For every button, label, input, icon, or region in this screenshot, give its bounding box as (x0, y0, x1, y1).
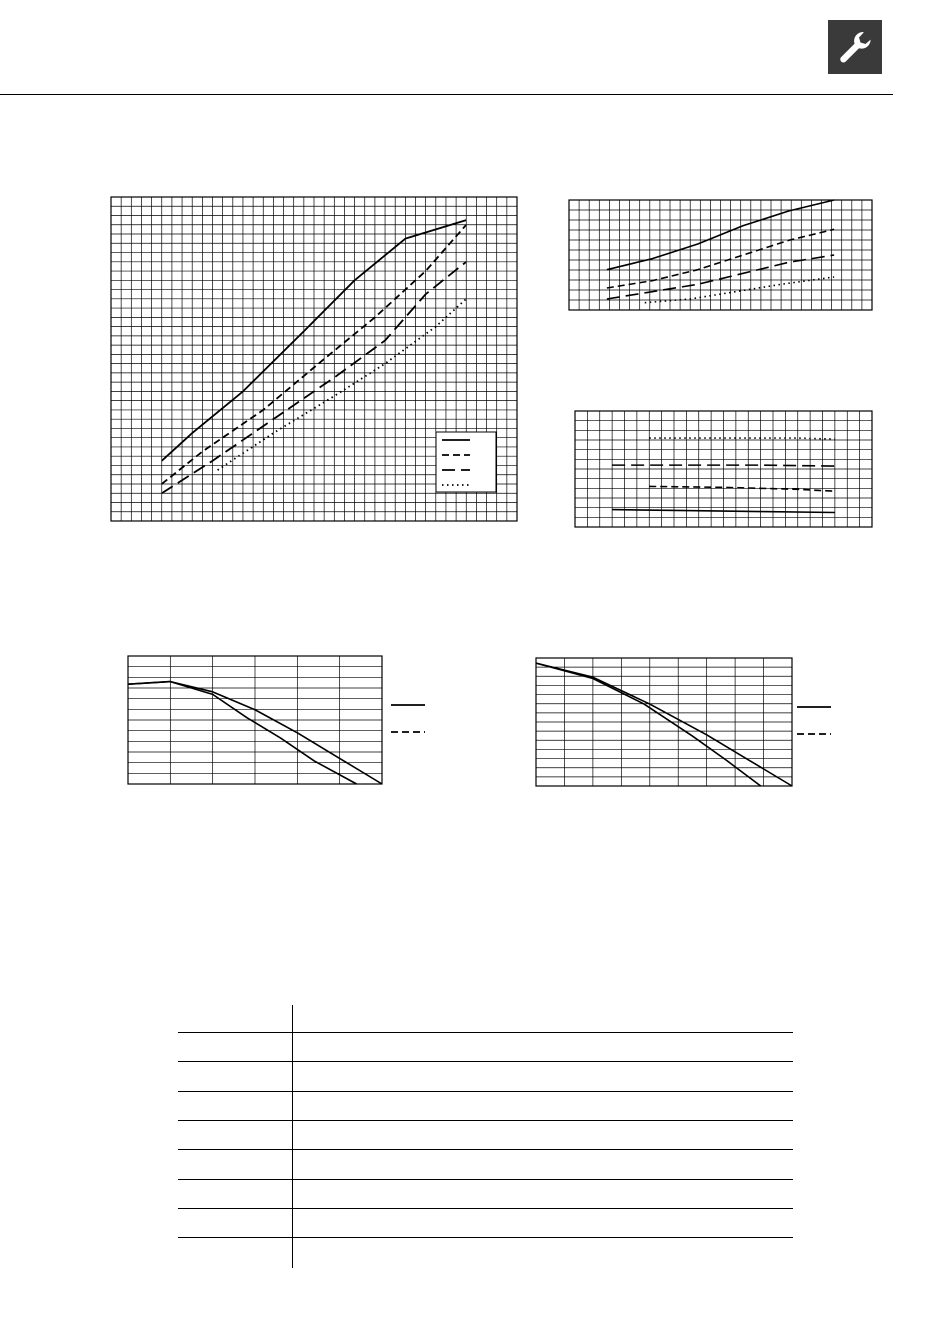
table-row (178, 1179, 793, 1180)
bottom-left-chart (127, 655, 427, 787)
top-right-chart (568, 199, 873, 310)
table-row (178, 1120, 793, 1121)
series-line-2 (128, 682, 357, 784)
series-line-4 (218, 299, 467, 470)
legend-box (436, 432, 496, 492)
bottom-right-chart (535, 657, 835, 788)
table-row (178, 1208, 793, 1209)
series-line-3 (649, 486, 835, 491)
series-line-1 (649, 438, 835, 439)
table-divider (292, 1005, 293, 1268)
table-row (178, 1091, 793, 1092)
table-row (178, 1061, 793, 1062)
table-row (178, 1032, 793, 1033)
wrench-icon (828, 20, 882, 74)
table-row (178, 1149, 793, 1150)
table-row (178, 1237, 793, 1238)
main-chart (110, 196, 518, 522)
header-rule (0, 94, 893, 95)
mid-right-chart (574, 410, 873, 528)
